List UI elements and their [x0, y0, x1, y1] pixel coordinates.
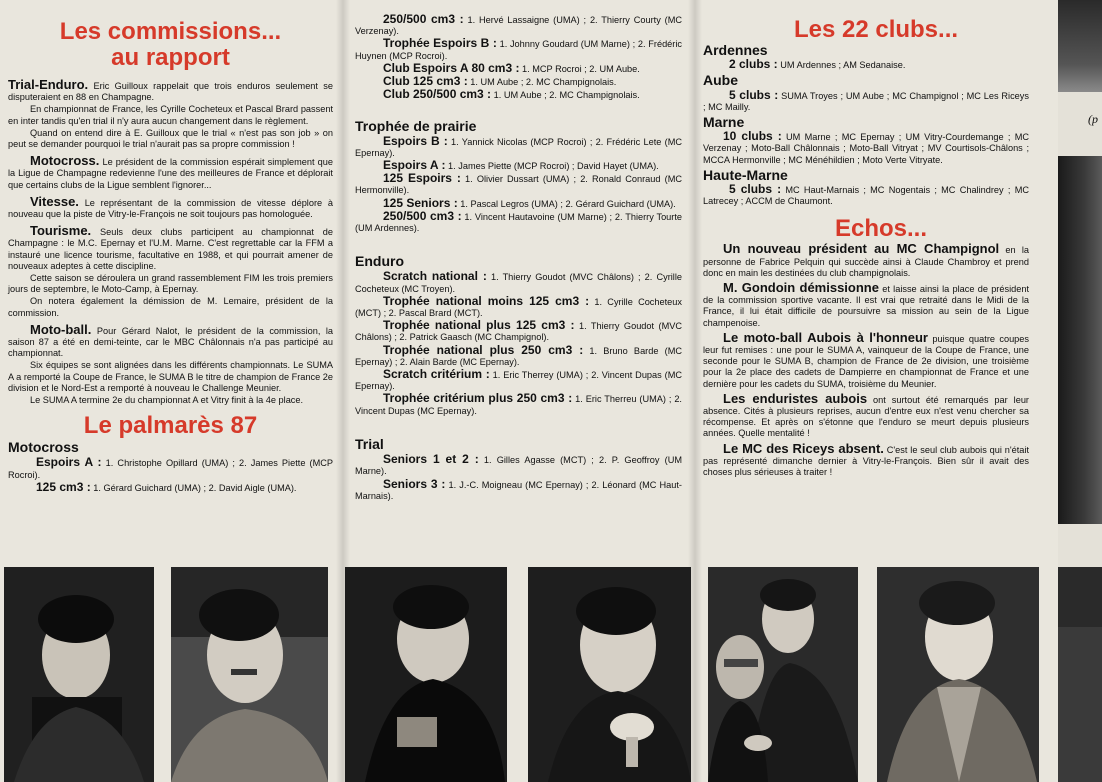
clubs-aube: 5 clubs : SUMA Troyes ; UM Aube ; MC Champignol ; MC Les Riceys ; MC Mailly.	[703, 87, 1029, 112]
para-tourisme-3: On notera également la démission de M. Lemaire, président de la commission.	[8, 296, 333, 318]
head-trial: Trial	[355, 435, 384, 452]
pr-espoirs-a: Espoirs A : 1. James Piette (MCP Rocroi) ; David Hayet (UMA).	[383, 158, 659, 173]
column-clubs-echos	[703, 0, 1029, 479]
head-motocross-results: Motocross	[8, 439, 79, 456]
mx-125: 125 cm3 : 1. Gérard Guichard (UMA) ; 2. David Aigle (UMA).	[36, 479, 297, 494]
echo-riceys: Le MC des Riceys absent. C'est le seul club aubois qui n'était pas représenté dimanche dernier à Vitry-le-François. Bien sûr il avait des choses plus sérieuses à traiter !	[703, 440, 1030, 478]
head-marne: Marne	[703, 114, 745, 131]
edge-photo-top	[1058, 0, 1102, 92]
en-national-plus-250: Trophée national plus 250 cm3 : 1. Bruno Barde (MC Epernay) ; 2. Alain Barde (MC Epernay).	[355, 342, 682, 367]
en-national-plus-125: Trophée national plus 125 cm3 : 1. Thierry Goudot (MVC Châlons) ; 2. Patrick Gaasch (MC Champignol).	[355, 318, 682, 343]
echo-gondoin: M. Gondoin démissionne et laisse ainsi la place de président de la commission sportive vacante. Il est vrai que retraité dans le Midi de la France, il lui était difficile de poursuivre sa mission au sein de la Ligue champenoise.	[703, 280, 1029, 328]
photo-man-mustache	[171, 567, 328, 782]
title-clubs: Les 22 clubs...	[793, 16, 959, 43]
res-250-500: 250/500 cm3 : 1. Hervé Lassaigne (UMA) ; 2. Thierry Courty (MC Verzenay).	[355, 12, 682, 37]
clubs-haute-marne: 5 clubs : MC Haut-Marnais ; MC Nogentais ; MC Chalindrey ; MC Latrecey ; ACCM de Chaumont.	[703, 182, 1029, 207]
photo-edge-partial	[1058, 567, 1102, 782]
en-scratch-criterium: Scratch critérium : 1. Eric Therrey (UMA) ; 2. Vincent Dupas (MC Epernay).	[355, 367, 682, 392]
en-national-moins-125: Trophée national moins 125 cm3 : 1. Cyrille Cocheteux (MCT) ; 2. Pascal Brard (MCT).	[355, 293, 682, 319]
head-vitesse: Vitesse.	[30, 193, 79, 209]
title-palmares: Le palmarès 87	[83, 412, 258, 440]
title-commissions-1: Les commissions...	[59, 18, 282, 45]
para-motoball: Moto-ball. Pour Gérard Nalot, le président de la commission, la saison 87 a été en demi-teinte, car le MBC Châlonnais n'a pas participé au championnat.	[8, 321, 333, 359]
para-motocross: Motocross. Le président de la commission espérait simplement que la Ligue de Champagne redevienne l'une des meilleures de France et déplorait que certains clubs de la Ligue semblent l'ignorer...	[8, 153, 333, 190]
edge-photo-middle	[1058, 156, 1102, 524]
head-motocross: Motocross.	[30, 153, 100, 169]
head-motoball: Moto-ball.	[30, 321, 92, 337]
head-ardennes: Ardennes	[703, 42, 768, 58]
head-haute-marne: Haute-Marne	[703, 166, 788, 183]
pr-125-espoirs: 125 Espoirs : 1. Olivier Dussart (UMA) ; 2. Ronald Conraud (MC Hermonville).	[355, 171, 682, 196]
head-trial-enduro: Trial-Enduro.	[8, 77, 89, 92]
title-commissions-2: au rapport	[111, 44, 230, 71]
res-trophee-espoirs-b: Trophée Espoirs B : 1. Johnny Goudard (UM Marne) ; 2. Frédéric Huynen (MCP Rocroi).	[355, 36, 682, 61]
para-trial-enduro: Trial-Enduro. Eric Guilloux rappelait que trois enduros seulement se disputeraient en 88 en Champagne.	[8, 77, 333, 103]
res-club-125: Club 125 cm3 : 1. UM Aube ; 2. MC Champignolais.	[383, 74, 617, 89]
pr-250-500: 250/500 cm3 : 1. Vincent Hautavoine (UM Marne) ; 2. Thierry Tourte (UM Ardennes).	[355, 208, 683, 234]
echo-enduristes: Les enduristes aubois ont surtout été remarqués par leur absence. Cités à plusieurs reprises, aucun d'entre eux n'est venu chercher sa récompense. Et après on s'étonne que l'enduro se meurt depuis plusieurs années. Quelle mentalité !	[703, 390, 1029, 439]
para-vitesse: Vitesse. Le représentant de la commission de vitesse déplore à nouveau que la piste de Vitry-le-François ne soit toujours pas homologuée.	[8, 193, 333, 220]
photo-young-man-jacket	[877, 567, 1039, 782]
para-tourisme: Tourisme. Seuls deux clubs participent au championnat de Champagne : le M.C. Epernay et l'U.M. Marne. C'est regrettable car la FFM a instauré une licence tourisme, facultative en 1988, et qui pourrait amener de nouveaux adeptes à cette discipline.	[8, 223, 333, 271]
head-prairie: Trophée de prairie	[355, 118, 477, 135]
pr-125-seniors: 125 Seniors : 1. Pascal Legros (UMA) ; 2. Gérard Guichard (UMA).	[383, 195, 676, 210]
tr-seniors-3: Seniors 3 : 1. J.-C. Moigneau (MC Epernay) ; 2. Léonard (MC Haut-Marnais).	[355, 476, 682, 501]
head-aube: Aube	[703, 72, 738, 89]
photo-man-trophy	[528, 567, 691, 782]
column-palmares	[355, 14, 682, 503]
photo-young-man	[4, 567, 154, 782]
para-trial-2: En championnat de France, les Cyrille Cocheteux et Pascal Brard passent en inter tandis qu'en trial il n'y aura aucun changement dans le règlement.	[8, 104, 333, 126]
tr-seniors-1-2: Seniors 1 et 2 : 1. Gilles Agasse (MCT) ; 2. P. Geoffroy (UM Marne).	[355, 452, 682, 477]
para-trial-3: Quand on entend dire à E. Guilloux que le trial « n'est pas son job » on peut se demander pourquoi le trial n'aurait pas sa propre commission !	[8, 127, 333, 150]
para-tourisme-2: Cette saison se déroulera un grand rassemblement FIM les trois premiers jours de septembre, le Moto-Camp, à Epernay.	[8, 273, 333, 295]
echo-nouveau-president: Un nouveau président au MC Champignol en la personne de Fabrice Pelquin qui succède ainsi à Claude Chambroy et prend donc en main les destinées du club champignolais.	[703, 241, 1029, 278]
clubs-marne: 10 clubs : UM Marne ; MC Epernay ; UM Vitry-Courdemange ; MC Verzenay ; Moto-Ball Châlonnais ; Moto-Ball Vitryat ; MV Courtisols-Châlons ; MCCA Hermonville ; MC Ménéhildien ; Moto Verte Vitryate.	[703, 129, 1029, 165]
column-commissions	[8, 0, 333, 495]
en-scratch-national: Scratch national : 1. Thierry Goudot (MVC Châlons) ; 2. Cyrille Cocheteux (MC Troyen).	[355, 269, 682, 294]
res-club-espoirs: Club Espoirs A 80 cm3 : 1. MCP Rocroi ; 2. UM Aube.	[383, 60, 640, 75]
photo-two-men-glasses	[708, 567, 858, 782]
echo-motoball-aubois: Le moto-ball Aubois à l'honneur puisque quatre coupes leur fut remises : une pour le SUMA A, vainqueur de la Coupe de France, une seconde pour le SUMA B, champion de France de 2e division, une troisième pour la 2e place des cadets de Dampierre en championnat de France et une dernière pour les cadets du SUMA, troisième du Meunier.	[703, 329, 1029, 389]
para-motoball-3: Le SUMA A termine 2e du championnat A et Vitry finit à la 4e place.	[30, 395, 304, 406]
head-enduro: Enduro	[355, 253, 404, 270]
photo-man-dark-sweater	[345, 567, 507, 782]
res-club-250: Club 250/500 cm3 : 1. UM Aube ; 2. MC Champignolais.	[383, 87, 640, 102]
pr-espoirs-b: Espoirs B : 1. Yannick Nicolas (MCP Rocroi) ; 2. Frédéric Lete (MC Epernay).	[355, 133, 682, 158]
edge-text: (p	[1088, 112, 1098, 126]
en-criterium-plus-250: Trophée critérium plus 250 cm3 : 1. Eric Therreu (UMA) ; 2. Vincent Dupas (MC Epernay).	[355, 391, 682, 416]
mx-espoirs-a: Espoirs A : 1. Christophe Opillard (UMA) ; 2. James Piette (MCP Rocroi).	[8, 455, 333, 480]
para-motoball-2: Six équipes se sont alignées dans les différents championnats. Le SUMA A a remporté la Coupe de France, le SUMA B le titre de champion de France 2e division et le Nord-Est a remporté à nouveau le Challenge Meunier.	[8, 360, 333, 393]
head-tourisme: Tourisme.	[30, 223, 92, 239]
clubs-ardennes: 2 clubs : UM Ardennes ; AM Sedanaise.	[729, 57, 906, 72]
title-echos: Echos...	[834, 215, 928, 243]
